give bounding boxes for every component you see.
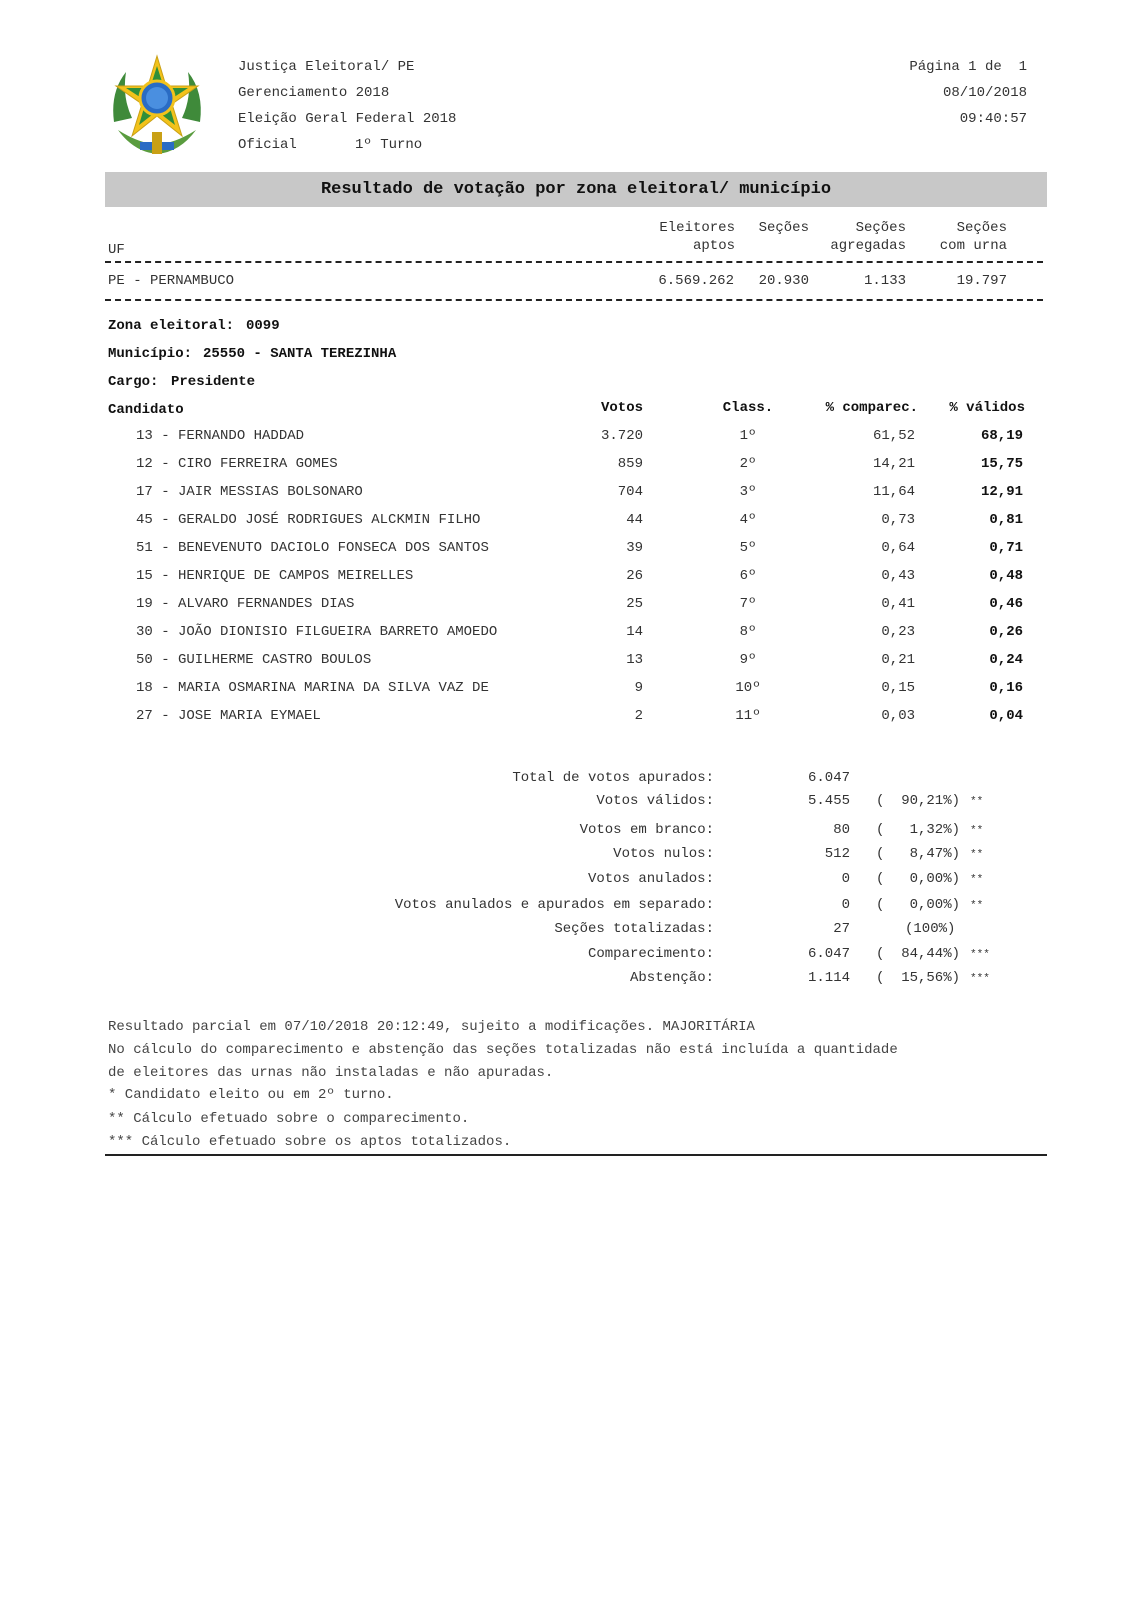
candidate-pct-validos: 68,19 bbox=[980, 428, 1023, 444]
total-value: 80 bbox=[833, 822, 850, 838]
candidate-votes: 26 bbox=[626, 568, 643, 584]
total-value: 0 bbox=[841, 871, 850, 887]
footer-line: No cálculo do comparecimento e abstenção das seções totalizadas não está incluída a quantidade bbox=[108, 1042, 898, 1058]
candidate-votes: 704 bbox=[617, 484, 643, 500]
total-label: Total de votos apurados: bbox=[512, 770, 714, 786]
total-footnote-mark: ** bbox=[970, 849, 984, 861]
candidate-pct-comparec: 0,21 bbox=[881, 652, 915, 668]
header-management: Gerenciamento 2018 bbox=[238, 85, 390, 101]
col-header-validos: % válidos bbox=[949, 400, 1025, 416]
summary-uf: PE - PERNAMBUCO bbox=[108, 273, 235, 289]
col-header-candidato: Candidato bbox=[108, 402, 184, 418]
candidate-pct-comparec: 0,41 bbox=[881, 596, 915, 612]
candidate-name: 51 - BENEVENUTO DACIOLO FONSECA DOS SANTOS bbox=[136, 540, 489, 556]
candidate-pct-comparec: 0,73 bbox=[881, 512, 915, 528]
candidate-name: 17 - JAIR MESSIAS BOLSONARO bbox=[136, 484, 363, 500]
total-value: 5.455 bbox=[807, 793, 850, 809]
header-date: 08/10/2018 bbox=[942, 85, 1027, 101]
candidate-pct-validos: 0,16 bbox=[989, 680, 1023, 696]
footer-line: * Candidato eleito ou em 2º turno. bbox=[108, 1087, 394, 1103]
cargo-value: Presidente bbox=[171, 374, 256, 390]
candidate-pct-validos: 15,75 bbox=[980, 456, 1023, 472]
header-turn: 1º Turno bbox=[355, 137, 423, 153]
candidate-rank: 1º bbox=[739, 428, 757, 444]
candidate-name: 19 - ALVARO FERNANDES DIAS bbox=[136, 596, 355, 612]
candidate-pct-validos: 0,71 bbox=[989, 540, 1023, 556]
candidate-votes: 2 bbox=[634, 708, 643, 724]
candidate-name: 15 - HENRIQUE DE CAMPOS MEIRELLES bbox=[136, 568, 414, 584]
footer-line: de eleitores das urnas não instaladas e não apuradas. bbox=[108, 1065, 554, 1081]
total-label: Votos nulos: bbox=[613, 846, 714, 862]
candidate-rank: 9º bbox=[739, 652, 757, 668]
candidate-pct-comparec: 0,15 bbox=[881, 680, 915, 696]
summary-header-eleitores: Eleitores bbox=[659, 220, 735, 236]
summary-secoes: 20.930 bbox=[758, 273, 809, 289]
header-page: Página 1 de 1 bbox=[909, 59, 1027, 75]
total-value: 1.114 bbox=[807, 970, 850, 986]
summary-agregadas: 1.133 bbox=[863, 273, 906, 289]
summary-header-urna: Seções bbox=[956, 220, 1007, 236]
total-percent: ( 84,44%) bbox=[876, 946, 961, 962]
total-footnote-mark: ** bbox=[970, 825, 984, 837]
total-label: Seções totalizadas: bbox=[554, 921, 714, 937]
total-value: 6.047 bbox=[807, 946, 850, 962]
total-value: 0 bbox=[841, 897, 850, 913]
municipio-value: 25550 - SANTA TEREZINHA bbox=[203, 346, 397, 362]
header-status: Oficial bbox=[238, 137, 297, 153]
total-footnote-mark: ** bbox=[970, 900, 984, 912]
total-percent: ( 8,47%) bbox=[876, 846, 961, 862]
candidate-rank: 10º bbox=[735, 680, 761, 696]
bottom-rule bbox=[105, 1154, 1047, 1156]
total-percent: ( 15,56%) bbox=[876, 970, 961, 986]
candidate-pct-comparec: 11,64 bbox=[872, 484, 915, 500]
candidate-rank: 5º bbox=[739, 540, 757, 556]
col-header-comparec: % comparec. bbox=[825, 400, 918, 416]
candidate-rank: 7º bbox=[739, 596, 757, 612]
candidate-pct-comparec: 0,23 bbox=[881, 624, 915, 640]
total-footnote-mark: ** bbox=[970, 796, 984, 808]
footer-line: *** Cálculo efetuado sobre os aptos totalizados. bbox=[108, 1134, 512, 1150]
candidate-pct-validos: 0,04 bbox=[989, 708, 1023, 724]
total-label: Abstenção: bbox=[629, 970, 714, 986]
candidate-rank: 3º bbox=[739, 484, 757, 500]
total-label: Comparecimento: bbox=[587, 946, 714, 962]
report-title-bar bbox=[105, 172, 1047, 207]
total-footnote-mark: *** bbox=[970, 949, 990, 961]
candidate-pct-validos: 12,91 bbox=[980, 484, 1023, 500]
col-header-votos: Votos bbox=[600, 400, 643, 416]
total-percent: ( 90,21%) bbox=[876, 793, 961, 809]
candidate-rank: 6º bbox=[739, 568, 757, 584]
candidate-votes: 44 bbox=[626, 512, 643, 528]
header-time: 09:40:57 bbox=[959, 111, 1027, 127]
candidate-name: 18 - MARIA OSMARINA MARINA DA SILVA VAZ DE bbox=[136, 680, 489, 696]
candidate-name: 27 - JOSE MARIA EYMAEL bbox=[136, 708, 321, 724]
zona-label: Zona eleitoral: bbox=[108, 318, 235, 334]
candidate-name: 30 - JOÃO DIONISIO FILGUEIRA BARRETO AMOEDO bbox=[136, 624, 498, 640]
candidate-votes: 859 bbox=[617, 456, 643, 472]
candidate-pct-validos: 0,24 bbox=[989, 652, 1023, 668]
candidate-rank: 2º bbox=[739, 456, 757, 472]
total-percent: ( 1,32%) bbox=[876, 822, 961, 838]
summary-urna: 19.797 bbox=[956, 273, 1007, 289]
total-label: Votos válidos: bbox=[596, 793, 714, 809]
total-percent: ( 0,00%) bbox=[876, 871, 961, 887]
summary-header-secoes: Seções bbox=[758, 220, 809, 236]
candidate-votes: 25 bbox=[626, 596, 643, 612]
col-header-class: Class. bbox=[722, 400, 774, 416]
total-footnote-mark: ** bbox=[970, 874, 984, 886]
total-percent: ( 0,00%) bbox=[876, 897, 961, 913]
total-footnote-mark: *** bbox=[970, 973, 990, 985]
candidate-pct-validos: 0,81 bbox=[989, 512, 1023, 528]
divider bbox=[105, 261, 1043, 263]
candidate-pct-comparec: 14,21 bbox=[872, 456, 915, 472]
summary-header-eleitores-aptos: aptos bbox=[692, 238, 735, 254]
candidate-votes: 9 bbox=[634, 680, 643, 696]
candidate-votes: 14 bbox=[626, 624, 643, 640]
header-election: Eleição Geral Federal 2018 bbox=[238, 111, 457, 127]
coat-of-arms-icon bbox=[104, 52, 210, 164]
candidate-rank: 11º bbox=[735, 708, 761, 724]
divider bbox=[105, 299, 1043, 301]
candidate-rank: 8º bbox=[739, 624, 757, 640]
candidate-pct-validos: 0,46 bbox=[989, 596, 1023, 612]
candidate-name: 13 - FERNANDO HADDAD bbox=[136, 428, 305, 444]
cargo-label: Cargo: bbox=[108, 374, 159, 390]
total-value: 512 bbox=[824, 846, 850, 862]
candidate-name: 50 - GUILHERME CASTRO BOULOS bbox=[136, 652, 372, 668]
summary-eleitores: 6.569.262 bbox=[658, 273, 734, 289]
total-label: Votos em branco: bbox=[579, 822, 714, 838]
candidate-pct-comparec: 0,43 bbox=[881, 568, 915, 584]
total-label: Votos anulados e apurados em separado: bbox=[394, 897, 714, 913]
candidate-pct-comparec: 0,64 bbox=[881, 540, 915, 556]
candidate-pct-comparec: 61,52 bbox=[872, 428, 915, 444]
summary-header-urna-2: com urna bbox=[939, 238, 1007, 254]
header-org: Justiça Eleitoral/ PE bbox=[238, 59, 415, 75]
total-value: 27 bbox=[833, 921, 850, 937]
report-title: Resultado de votação por zona eleitoral/ município bbox=[320, 180, 832, 199]
candidate-votes: 3.720 bbox=[600, 428, 643, 444]
total-label: Votos anulados: bbox=[587, 871, 714, 887]
candidate-name: 45 - GERALDO JOSÉ RODRIGUES ALCKMIN FILHO bbox=[136, 512, 481, 528]
summary-header-agregadas-2: agregadas bbox=[830, 238, 906, 254]
candidate-votes: 39 bbox=[626, 540, 643, 556]
candidate-pct-validos: 0,26 bbox=[989, 624, 1023, 640]
candidate-votes: 13 bbox=[626, 652, 643, 668]
total-percent: (100%) bbox=[905, 921, 956, 937]
municipio-label: Município: bbox=[108, 346, 193, 362]
summary-header-uf: UF bbox=[108, 242, 125, 258]
zona-value: 0099 bbox=[246, 318, 280, 334]
summary-header-agregadas: Seções bbox=[855, 220, 906, 236]
candidate-pct-validos: 0,48 bbox=[989, 568, 1023, 584]
candidate-pct-comparec: 0,03 bbox=[881, 708, 915, 724]
candidate-rank: 4º bbox=[739, 512, 757, 528]
candidate-name: 12 - CIRO FERREIRA GOMES bbox=[136, 456, 338, 472]
footer-line: ** Cálculo efetuado sobre o comparecimento. bbox=[108, 1111, 470, 1127]
footer-line: Resultado parcial em 07/10/2018 20:12:49, sujeito a modificações. MAJORITÁRIA bbox=[108, 1019, 755, 1035]
total-value: 6.047 bbox=[807, 770, 850, 786]
